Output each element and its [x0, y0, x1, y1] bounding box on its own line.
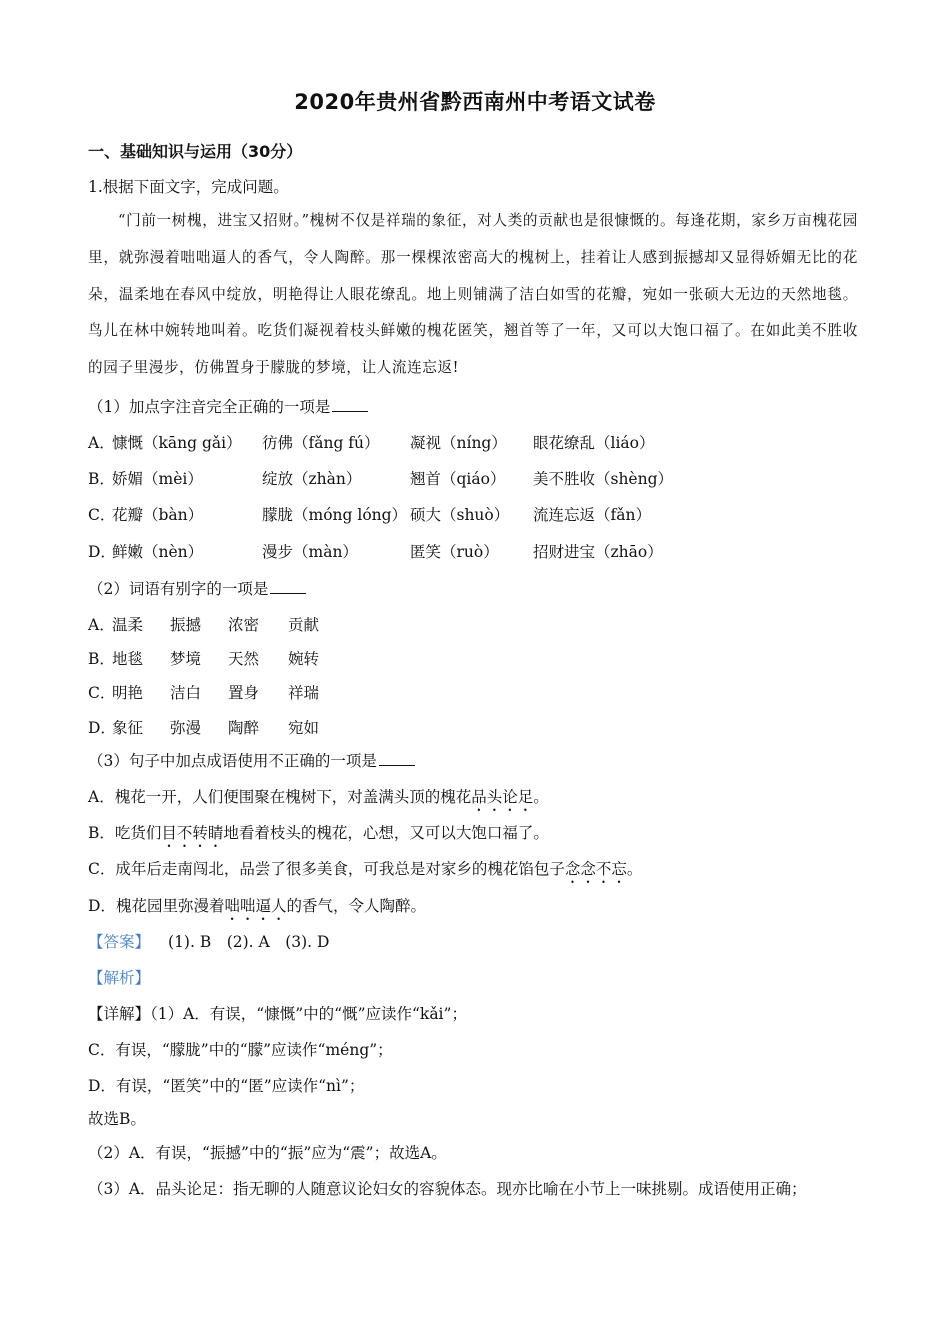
- question-intro: 1.根据下面文字，完成问题。: [88, 178, 289, 196]
- option-letter: B．: [88, 470, 115, 488]
- option-text: 吃货们: [114, 824, 162, 842]
- option-item: 花瓣（bàn）: [112, 506, 204, 524]
- option-item: 匿笑（ruò）: [410, 543, 499, 561]
- reading-passage: [88, 203, 858, 387]
- option-item: 硕大（shuò）: [410, 506, 510, 524]
- emphasized-idiom: 念念不忘: [564, 860, 627, 878]
- emphasized-idiom: 目不转睛: [161, 824, 224, 842]
- option-item: 置身: [228, 684, 260, 702]
- q3-option: [88, 858, 642, 887]
- option-letter: A．: [88, 788, 115, 806]
- option-item: 温柔: [112, 616, 144, 634]
- option-item: 美不胜收（shèng）: [533, 470, 674, 488]
- passage-text: “门前一树槐，进宝又招财。”槐树不仅是祥瑞的象征，对人类的贡献也是很慷慨的。每逢花期，家乡万亩槐花园里，就弥漫着咄咄逼人的香气，令人陶醉。那一棵棵浓密高大的槐树上，挂着让人感到振撼却又显得娇媚无比的花朵，温柔地在春风中绽放，明艳得让人眼花缭乱。地上则铺满了洁白如雪的花瓣，宛如一张硕大无边的天然地毯。鸟儿在林中婉转地叫着。吃货们凝视着枝头鲜嫩的槐花匿笑，翘首等了一年，又可以大饱口福了。在如此美不胜收的园子里漫步，仿佛置身于朦胧的梦境，让人流连忘返!: [88, 212, 858, 377]
- option-letter: C．: [88, 860, 116, 878]
- q1-stem: （1）加点字注音完全正确的一项是: [88, 396, 368, 418]
- explanation-line: 故选B。: [88, 1110, 146, 1128]
- option-letter: C．: [88, 684, 116, 702]
- option-item: 鲜嫩（nèn）: [112, 543, 204, 561]
- option-item: 象征: [112, 719, 144, 737]
- option-text: 地看着枝头的槐花，心想，又可以大饱口福了。: [223, 824, 549, 842]
- option-item: 绽放（zhàn）: [262, 470, 362, 488]
- answer-blank: [379, 751, 415, 766]
- explanation-line: （2）A．有误，“振撼”中的“振”应为“震”；故选A。: [88, 1144, 447, 1162]
- analysis-label: 【解析】: [88, 969, 151, 987]
- explanation-line: （3）A．品头论足：指无聊的人随意议论妇女的容貌体态。现亦比喻在小节上一味挑剔。成语使用正确；: [88, 1180, 807, 1198]
- option-letter: D．: [88, 543, 116, 561]
- option-item: 振撼: [170, 616, 202, 634]
- section-heading: 一、基础知识与运用（30分）: [88, 142, 303, 161]
- option-item: 梦境: [170, 650, 202, 668]
- option-item: 陶醉: [228, 719, 260, 737]
- q2-stem: （2）词语有别字的一项是: [88, 578, 306, 600]
- option-item: 翘首（qiáo）: [410, 470, 506, 488]
- option-item: 浓密: [228, 616, 260, 634]
- option-item: 眼花缭乱（liáo）: [533, 434, 655, 452]
- option-item: 娇媚（mèi）: [112, 470, 203, 488]
- q3-option: [88, 786, 549, 815]
- option-item: 招财进宝（zhāo）: [533, 543, 663, 561]
- option-item: 凝视（níng）: [410, 434, 507, 452]
- option-item: 漫步（màn）: [262, 543, 358, 561]
- q3-option: [88, 895, 426, 924]
- option-item: 流连忘返（fǎn）: [533, 506, 651, 524]
- answer-blank: [332, 397, 368, 412]
- option-text: 成年后走南闯北，品尝了很多美食，可我总是对家乡的槐花馅包子: [115, 860, 565, 878]
- explanation-line: C．有误，“朦胧”中的“朦”应读作“méng”；: [88, 1041, 393, 1059]
- option-letter: B．: [88, 650, 115, 668]
- option-item: 宛如: [288, 719, 320, 737]
- emphasized-idiom: 咄咄逼人: [224, 897, 287, 915]
- explanation-line: 【详解】（1）A．有误，“慷慨”中的“慨”应读作“kǎi”；: [88, 1005, 467, 1023]
- option-item: 祥瑞: [288, 684, 320, 702]
- option-item: 慷慨（kāng gǎi）: [112, 434, 242, 452]
- option-letter: D．: [88, 897, 116, 915]
- answer-label: 【答案】: [88, 933, 151, 951]
- emphasized-idiom: 品头论足: [471, 788, 534, 806]
- option-text: 。: [533, 788, 549, 806]
- option-text: 槐花一开，人们便围聚在槐树下，对盖满头顶的槐花: [114, 788, 472, 806]
- option-letter: A．: [88, 434, 115, 452]
- option-item: 朦胧（móng lóng）: [262, 506, 408, 524]
- option-item: 弥漫: [170, 719, 202, 737]
- q3-stem: （3）句子中加点成语使用不正确的一项是: [88, 750, 415, 772]
- option-letter: B．: [88, 824, 115, 842]
- explanation-line: D．有误，“匿笑”中的“匿”应读作“nì”；: [88, 1077, 365, 1095]
- option-letter: A．: [88, 616, 115, 634]
- option-item: 贡献: [288, 616, 320, 634]
- option-item: 天然: [228, 650, 260, 668]
- answer-blank: [270, 579, 306, 594]
- option-text: 槐花园里弥漫着: [115, 897, 225, 915]
- option-letter: D．: [88, 719, 116, 737]
- option-item: 洁白: [170, 684, 202, 702]
- page-title: 2020年贵州省黔西南州中考语文试卷: [294, 90, 656, 114]
- option-item: 婉转: [288, 650, 320, 668]
- option-item: 地毯: [112, 650, 144, 668]
- option-text: 。: [626, 860, 643, 878]
- q3-option: [88, 822, 549, 851]
- option-item: 明艳: [112, 684, 144, 702]
- option-letter: C．: [88, 506, 116, 524]
- option-item: 彷佛（fǎng fú）: [262, 434, 380, 452]
- option-text: 的香气，令人陶醉。: [286, 897, 426, 915]
- answer-text: (1). B (2). A (3). D: [168, 933, 330, 951]
- answer-line: [88, 931, 329, 953]
